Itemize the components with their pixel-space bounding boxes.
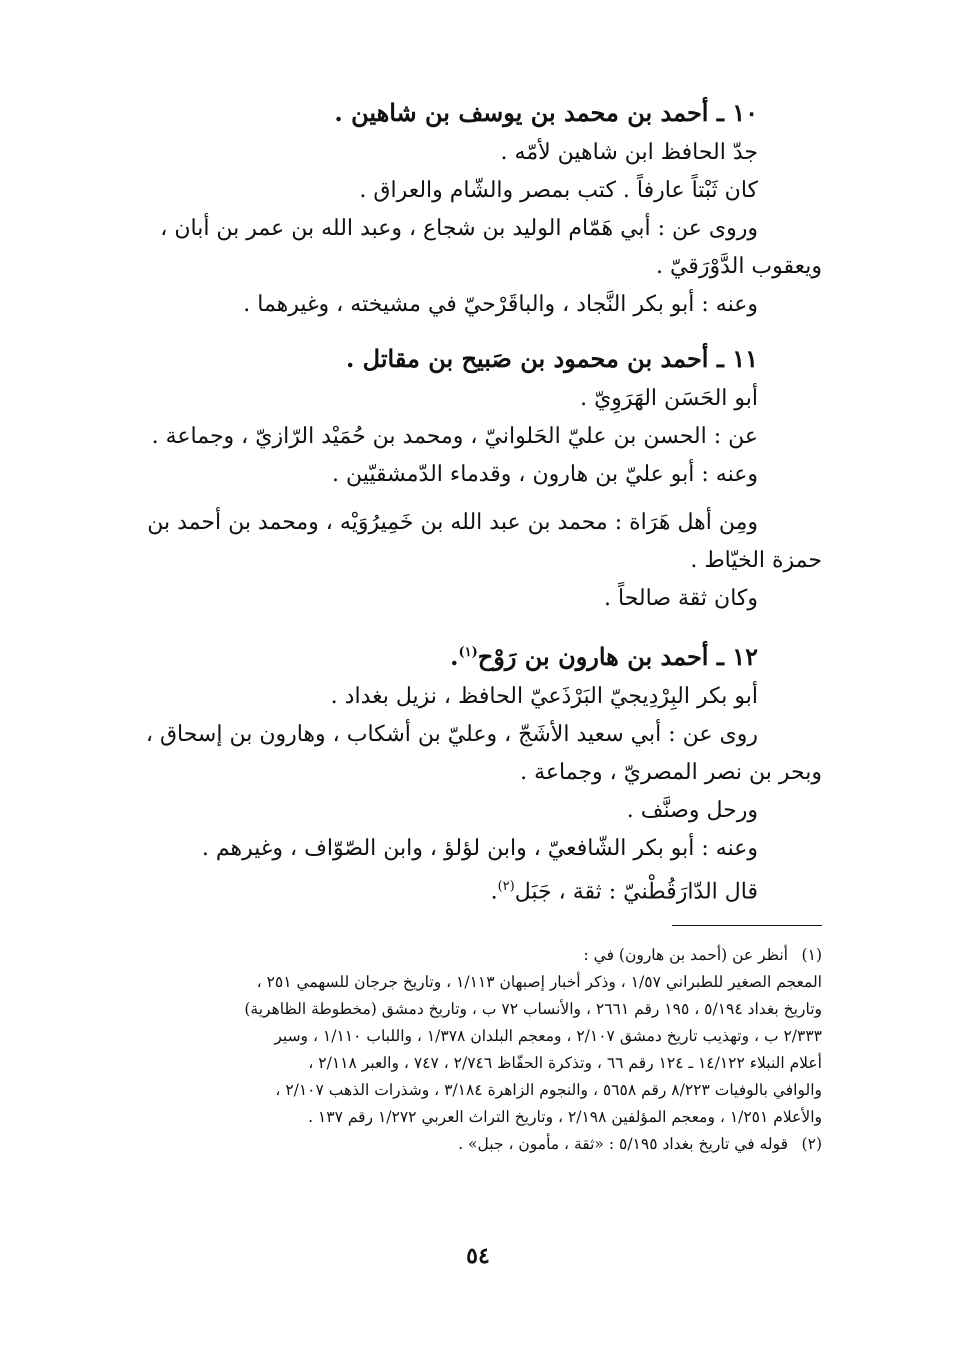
entry-line: جدّ الحافظ ابن شاهين لأمّه . — [500, 140, 758, 165]
entry-title — [100, 632, 822, 678]
footnote-line: وتاريخ بغداد ٥/١٩٤ ، ١٩٥ رقم ٢٦٦١ ، والأنساب ٧٢ ب ، وتاريخ دمشق (مخطوطة الظاهرية) — [244, 1000, 822, 1019]
entry-line: حمزة الخيّاط . — [690, 548, 822, 573]
entry-line: ومِن أهل هَرَاة : محمد بن عبد الله بن خَمِيرُوَيْه ، ومحمد بن أحمد بن — [147, 510, 758, 535]
footnote-1 — [100, 942, 822, 1131]
entry-line: عن : الحسن بن عليّ الحَلوانيّ ، ومحمد بن حُمَيْد الرّازيّ ، وجماعة . — [151, 424, 758, 449]
entry-line: وعنه : أبو عليّ بن هارون ، وقدماء الدّمشقيّين . — [331, 462, 758, 487]
footnote-line: والوافي بالوفيات ٨/٢٢٣ رقم ٥٦٥٨ ، والنجوم الزاهرة ٣/١٨٤ ، وشذرات الذهب ٢/١٠٧ ، — [275, 1081, 822, 1100]
entry-10 — [100, 92, 822, 324]
entry-line: روى عن : أبي سعيد الأشَجّ ، وعليّ بن أشكاب ، وهارون بن إسحاق ، — [145, 722, 758, 747]
footnote-head — [100, 942, 822, 969]
entry-title: ١٠ ـ أحمد بن محمد بن يوسف بن شاهين . — [334, 98, 758, 127]
footnotes — [100, 942, 822, 1158]
entry-line: ورحل وصنَّف . — [626, 798, 758, 823]
entry-line: أبو الحَسَن الهَرَوِيّ . — [580, 386, 758, 411]
entry-title: ١١ ـ أحمد بن محمود بن صَبيح بن مقاتل . — [345, 344, 758, 373]
footnote-ref: (٢) — [497, 879, 515, 894]
footnote-number: (١) — [801, 946, 822, 965]
entry-line: وعنه : أبو بكر الشّافعيّ ، وابن لؤلؤ ، وابن الصّوّاف ، وغيرهم . — [201, 836, 758, 861]
footnote-ref: (١) — [458, 645, 478, 660]
page-number: ٥٤ — [466, 1243, 490, 1269]
entry-11 — [100, 338, 822, 618]
entry-line: أبو بكر البِرْدِيجيّ البَرْذَعيّ الحافظ ، نزيل بغداد . — [330, 684, 758, 709]
entry-line: ويعقوب الدَّوْرَقيّ . — [655, 254, 822, 279]
entry-title-text: ١٢ ـ أحمد بن هارون بن رَوْح — [477, 642, 758, 671]
entry-line-text: قال الدّارَقُطْنيّ : ثقة ، جَبَل — [514, 879, 758, 905]
footnote-2 — [100, 1131, 822, 1158]
footnote-head-text: أنظر عن (أحمد بن هارون) في : — [583, 946, 788, 965]
page-body — [100, 92, 822, 1158]
footnote-line: المعجم الصغير للطبراني ١/٥٧ ، وذكر أخبار إصبهان ١/١١٣ ، وتاريخ جرجان للسهمي ٢٥١ ، — [256, 973, 822, 992]
entry-title-end: . — [450, 642, 459, 671]
footnote-head — [100, 1131, 822, 1158]
footnote-line: ٢/٣٣٣ ب ، وتهذيب تاريخ دمشق ٢/١٠٧ ، ومعجم البلدان ١/٣٧٨ ، واللباب ١/١١٠ ، وسير — [274, 1027, 822, 1046]
footnote-divider — [672, 925, 822, 926]
entry-line: وعنه : أبو بكر النَّجاد ، والباقَرْحيّ في مشيخته ، وغيرهما . — [243, 292, 758, 317]
footnote-line: والأعلام ١/٢٥١ ، ومعجم المؤلفين ٢/١٩٨ ، وتاريخ التراث العربي ١/٢٧٢ رقم ١٣٧ . — [308, 1108, 822, 1127]
footnote-head-text: قوله في تاريخ بغداد ٥/١٩٥ : «ثقة ، مأمون ، جبل» . — [458, 1135, 788, 1154]
entry-line — [100, 868, 822, 911]
entry-line: وكان ثقة صالحاً . — [604, 586, 758, 611]
entry-12 — [100, 632, 822, 911]
entry-line: كان ثَبْتاً عارفاً . كتب بمصر والشّام والعراق . — [359, 178, 758, 203]
entry-line: وروى عن : أبي هَمّام الوليد بن شجاع ، وعبد الله بن عمر بن أبان ، — [160, 216, 758, 241]
entry-line: وبحر بن نصر المصريّ ، وجماعة . — [520, 760, 822, 785]
entry-line-end: . — [490, 879, 498, 905]
footnote-number: (٢) — [801, 1135, 822, 1154]
footnote-line: أعلام النبلاء ١٤/١٢٢ ـ ١٢٤ رقم ٦٦ ، وتذكرة الحفّاظ ٢/٧٤٦ ، ٧٤٧ ، والعبر ٢/١١٨ ، — [308, 1054, 822, 1073]
